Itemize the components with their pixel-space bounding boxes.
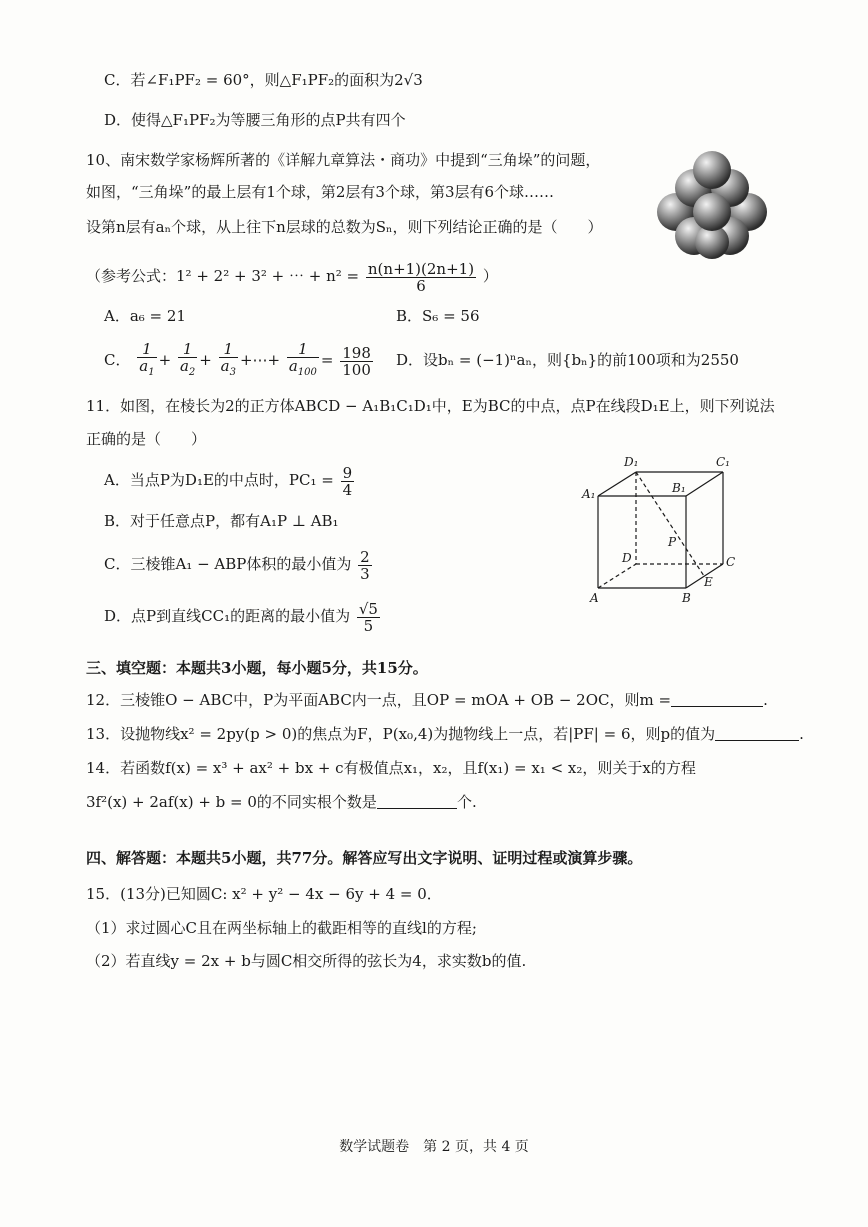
cube-label-a1: A₁: [582, 487, 596, 501]
q15-part1: （1）求过圆心C且在两坐标轴上的截距相等的直线l的方程;: [86, 919, 477, 937]
q11-option-c-den: 3: [360, 564, 370, 583]
q14-line1: 14．若函数f(x) = x³ + ax² + bx + c有极值点x₁，x₂，且f(x₁) = x₁ < x₂，则关于x的方程: [86, 759, 696, 777]
q13-end: .: [799, 725, 804, 743]
q12: [86, 690, 768, 710]
q10-formula-fraction: [366, 261, 476, 294]
q10-stem-line3: 设第n层有aₙ个球，从上往下n层球的总数为Sₙ，则下列结论正确的是（ ）: [86, 218, 603, 236]
cube-label-d: D: [622, 551, 632, 565]
page-footer: 数学试题卷 第 2 页，共 4 页: [339, 1139, 529, 1155]
q10-option-d: D．设bₙ = (−1)ⁿaₙ，则{bₙ}的前100项和为2550: [396, 351, 739, 369]
q9-option-d: D．使得△F₁PF₂为等腰三角形的点P共有四个: [104, 111, 406, 129]
q12-answer-blank[interactable]: [671, 692, 763, 707]
q11-option-c-num: 2: [360, 547, 370, 566]
q10-option-c-rhs: [340, 345, 373, 378]
ball-pile-figure: [656, 150, 768, 260]
q11-option-a-text: A．当点P为D₁E的中点时，PC₁ =: [104, 471, 334, 489]
q10-option-c-label: C．: [104, 351, 131, 369]
q10-stem-line1: 10、南宋数学家杨辉所著的《详解九章算法・商功》中提到“三角垛”的问题，: [86, 151, 601, 169]
q13-answer-blank[interactable]: [715, 726, 799, 741]
q10-stem-line2: 如图，“三角垛”的最上层有1个球，第2层有3个球，第3层有6个球……: [86, 183, 555, 201]
q11-stem-line2: 正确的是（ ）: [86, 430, 207, 448]
q10-option-c: C． $\frac{1}{a_1}$ + $\frac{1}{a_2}$ + $\frac{1}{a_3}$ +⋯+ $\frac{1}{a_{100}}$ = $\frac{198}{100}$: [104, 340, 371, 379]
q10-formula-prefix: （参考公式：1² + 2² + 3² + ⋯ + n² =: [86, 267, 360, 285]
q13: [86, 724, 804, 744]
q9-option-c: C．若∠F₁PF₂ = 60°，则△F₁PF₂的面积为2√3: [104, 71, 423, 89]
q15-stem: 15．(13分)已知圆C: x² + y² − 4x − 6y + 4 = 0．: [86, 885, 442, 903]
q12-text: 12．三棱锥O − ABC中，P为平面ABC内一点，且OP = mOA + OB − 2OC，则m =: [86, 691, 672, 709]
q14-answer-blank[interactable]: [377, 794, 457, 809]
section4-heading: 四、解答题：本题共5小题，共77分。解答应写出文字说明、证明过程或演算步骤。: [86, 849, 643, 867]
cube-label-a: A: [590, 591, 599, 605]
q11-option-b: B．对于任意点P，都有A₁P ⊥ AB₁: [104, 512, 339, 530]
q10-option-c-rhs-num: 198: [342, 343, 371, 362]
cube-label-d1: D₁: [624, 455, 639, 469]
q11-option-d-text: D．点P到直线CC₁的距离的最小值为: [104, 607, 351, 625]
q14-end: 个.: [456, 793, 477, 811]
section3-heading: 三、填空题：本题共3小题，每小题5分，共15分。: [86, 659, 428, 677]
q10-option-c-rhs-den: 100: [342, 360, 371, 379]
cube-label-p: P: [668, 535, 677, 549]
cube-label-c1: C₁: [716, 455, 730, 469]
cube-label-c: C: [726, 555, 736, 569]
q10-option-a: A．a₆ = 21: [104, 307, 186, 325]
q12-end: .: [763, 691, 768, 709]
q11-option-a-num: 9: [342, 463, 353, 482]
q10-formula-numerator: n(n+1)(2n+1): [367, 259, 475, 278]
q15-part2: （2）若直线y = 2x + b与圆C相交所得的弦长为4，求实数b的值.: [86, 952, 527, 970]
q11-option-d-num: √5: [358, 599, 378, 618]
q10-option-b: B．S₆ = 56: [396, 307, 480, 325]
q11-option-a: [104, 462, 356, 498]
q11-option-a-den: 4: [342, 480, 353, 499]
q13-text: 13．设抛物线x² = 2py(p > 0)的焦点为F，P(x₀,4)为抛物线上一点，若|PF| = 6，则p的值为: [86, 725, 716, 743]
q10-formula: [86, 258, 498, 294]
q14-text: 3f²(x) + 2af(x) + b = 0的不同实根个数是: [86, 793, 377, 811]
q11-option-d: [104, 598, 382, 634]
cube-figure: [580, 448, 750, 608]
q11-option-c: [104, 546, 374, 582]
cube-label-e: E: [704, 575, 713, 589]
q11-option-d-den: 5: [363, 616, 374, 635]
q10-formula-suffix: ）: [482, 267, 498, 285]
cube-label-b1: B₁: [672, 481, 686, 495]
q14-line2: [86, 792, 477, 812]
cube-label-b: B: [682, 591, 691, 605]
q10-formula-denominator: 6: [416, 276, 426, 295]
q11-option-c-text: C．三棱锥A₁ − ABP体积的最小值为: [104, 555, 352, 573]
q11-stem-line1: 11．如图，在棱长为2的正方体ABCD − A₁B₁C₁D₁中，E为BC的中点，点P在线段D₁E上，则下列说法: [86, 397, 775, 415]
